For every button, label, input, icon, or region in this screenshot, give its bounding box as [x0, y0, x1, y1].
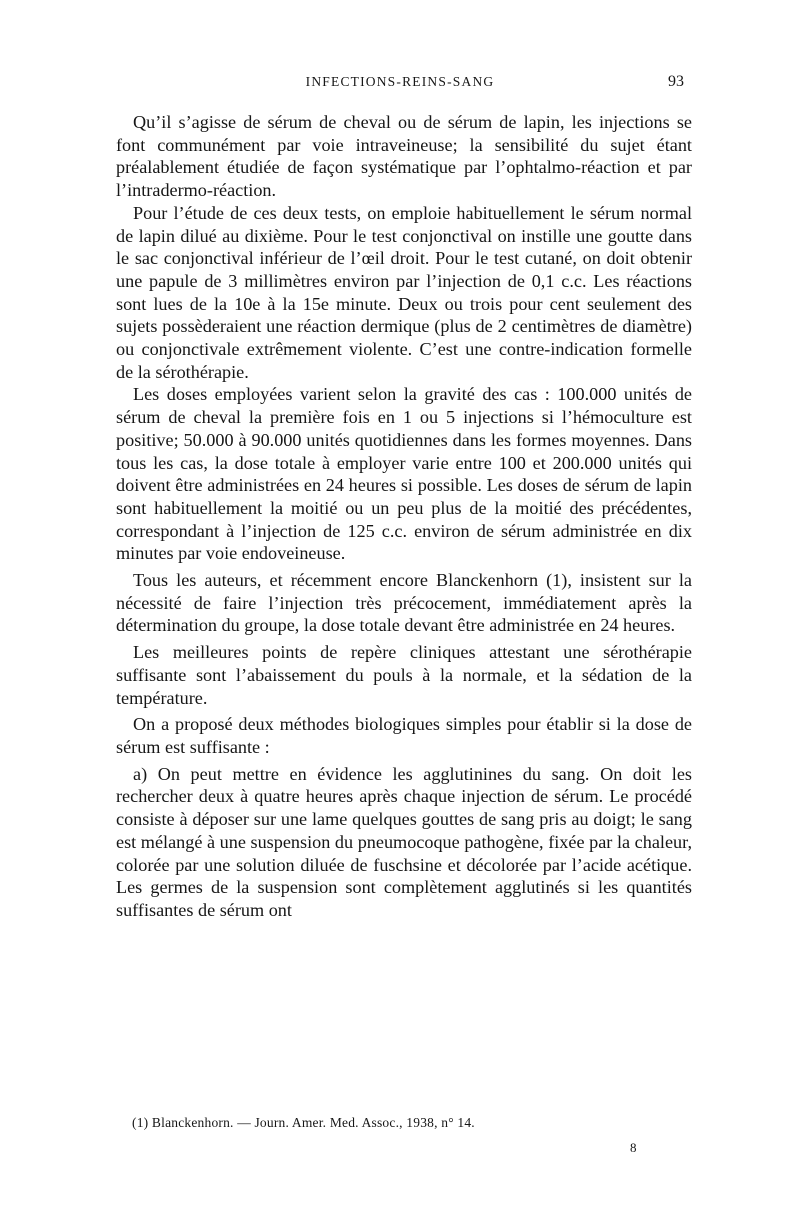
footnote: (1) Blanckenhorn. — Journ. Amer. Med. Assoc., 1938, n° 14. [132, 1115, 475, 1130]
paragraph-5: Les meilleures points de repère cliniques attestant une sérothérapie suffisante sont l’abaissement du pouls à la normale, et la sédation de la température. [116, 642, 692, 708]
signature-mark: 8 [630, 1140, 637, 1155]
running-head: INFECTIONS-REINS-SANG [305, 74, 495, 89]
page-number: 93 [668, 73, 684, 90]
paragraph-7: a) On peut mettre en évidence les agglutinines du sang. On doit les rechercher deux à quatre heures après chaque injection de sérum. Le procédé consiste à déposer sur une lame quelques gouttes de sang pris au doigt; le sang est mélangé à une suspension du pneumocoque pathogène, fixée par la chaleur, colorée par une solution diluée de fuschsine et décolorée par l’acide acétique. Les germes de la suspension sont complètement agglutinés si les quantités suffisantes de sérum ont [116, 763, 692, 920]
paragraph-6: On a proposé deux méthodes biologiques simples pour établir si la dose de sérum est suffisante : [116, 714, 692, 757]
paragraph-2: Pour l’étude de ces deux tests, on emploie habituellement le sérum normal de lapin dilué au dixième. Pour le test conjonctival on instille une goutte dans le sac conjonctival inférieur de l’œil droit. Pour le test cutané, on doit obtenir une papule de 3 millimètres environ par l’injection de 0,1 c.c. Les réactions sont lues de la 10e à la 15e minute. Deux ou trois pour cent seulement des sujets possèderaient une réaction dermique (plus de 2 centimètres de diamètre) ou conjonctivale extrêmement violente. C’est une contre-indication formelle de la sérothérapie. [116, 202, 692, 382]
paragraph-1: Qu’il s’agisse de sérum de cheval ou de sérum de lapin, les injections se font communément par voie intraveineuse; la sensibilité du sujet étant préalablement étudiée de façon systématique par l’ophtalmo-réaction et par l’intradermo-réaction. [116, 112, 692, 201]
paragraph-4: Tous les auteurs, et récemment encore Blanckenhorn (1), insistent sur la nécessité de faire l’injection très précocement, immédiatement après la détermination du groupe, la dose totale devant être administrée en 24 heures. [116, 570, 692, 636]
paragraph-3: Les doses employées varient selon la gravité des cas : 100.000 unités de sérum de cheval la première fois en 1 ou 5 injections si l’hémoculture est positive; 50.000 à 90.000 unités quotidiennes dans les formes moyennes. Dans tous les cas, la dose totale à employer varie entre 100 et 200.000 unités qui doivent être administrées en 24 heures si possible. Les doses de sérum de lapin sont habituellement la moitié ou un peu plus de la moitié des précédentes, correspondant à l’injection de 125 c.c. environ de sérum administrée en dix minutes par voie endoveineuse. [116, 384, 692, 564]
page-header [0, 74, 800, 98]
body-text [116, 111, 692, 922]
